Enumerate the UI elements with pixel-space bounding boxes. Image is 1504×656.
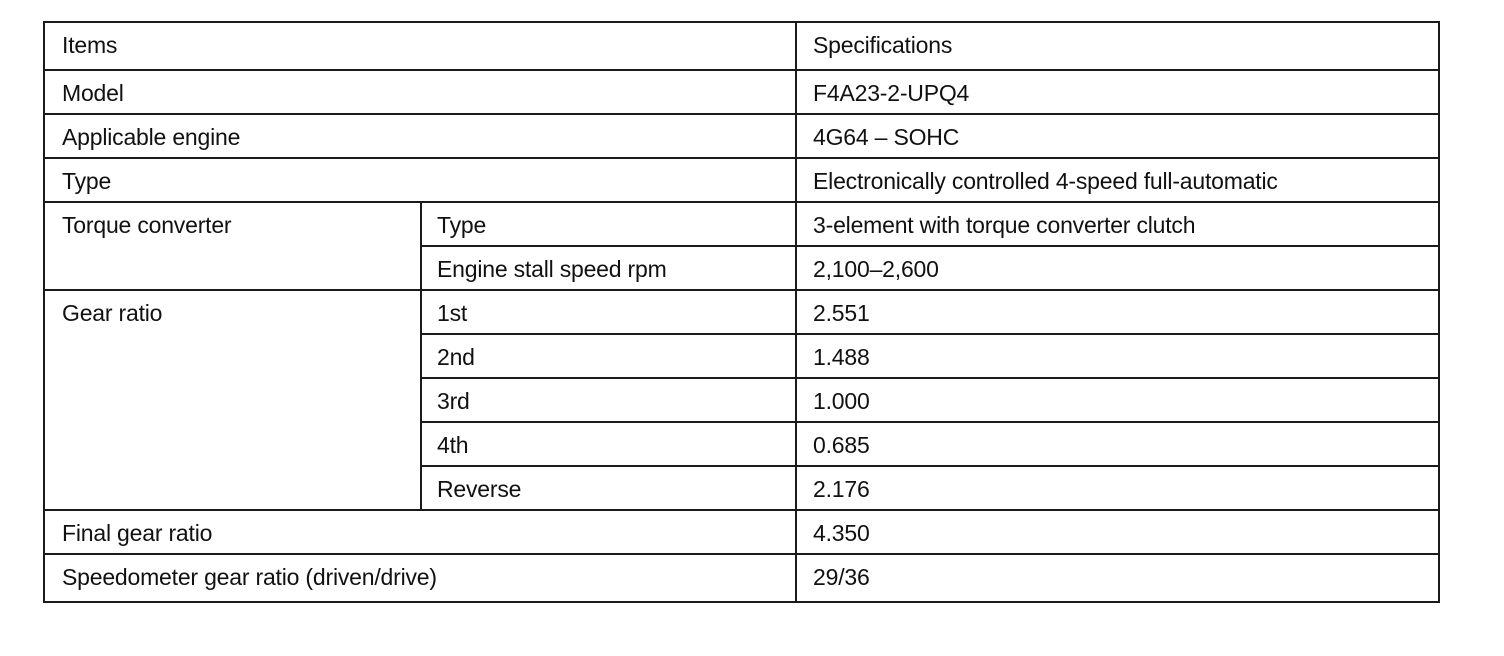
row-value-final-gear-ratio: 4.350	[796, 510, 1439, 554]
value-2nd: 1.488	[796, 334, 1439, 378]
value-stall-speed: 2,100–2,600	[796, 246, 1439, 290]
row-value-model: F4A23-2-UPQ4	[796, 70, 1439, 114]
row-label-speedometer-gear-ratio: Speedometer gear ratio (driven/drive)	[44, 554, 796, 602]
value-4th: 0.685	[796, 422, 1439, 466]
table-header-row	[44, 22, 1439, 70]
row-value-type: Electronically controlled 4-speed full-automatic	[796, 158, 1439, 202]
sub-label-tc-type: Type	[421, 202, 796, 246]
sub-label-2nd: 2nd	[421, 334, 796, 378]
sub-label-4th: 4th	[421, 422, 796, 466]
table-row	[44, 70, 1439, 114]
row-value-speedometer-gear-ratio: 29/36	[796, 554, 1439, 602]
sub-label-stall-speed: Engine stall speed rpm	[421, 246, 796, 290]
table-row	[44, 202, 1439, 246]
table-row	[44, 114, 1439, 158]
header-specifications: Specifications	[796, 22, 1439, 70]
value-1st: 2.551	[796, 290, 1439, 334]
group-label-torque-converter: Torque converter	[44, 202, 421, 290]
table-row	[44, 158, 1439, 202]
row-value-applicable-engine: 4G64 – SOHC	[796, 114, 1439, 158]
row-label-applicable-engine: Applicable engine	[44, 114, 796, 158]
sub-label-reverse: Reverse	[421, 466, 796, 510]
value-3rd: 1.000	[796, 378, 1439, 422]
row-label-model: Model	[44, 70, 796, 114]
table-row	[44, 554, 1439, 602]
row-label-type: Type	[44, 158, 796, 202]
value-tc-type: 3-element with torque converter clutch	[796, 202, 1439, 246]
group-label-gear-ratio: Gear ratio	[44, 290, 421, 510]
specifications-table	[43, 21, 1440, 603]
sub-label-3rd: 3rd	[421, 378, 796, 422]
row-label-final-gear-ratio: Final gear ratio	[44, 510, 796, 554]
table-row	[44, 510, 1439, 554]
table-row	[44, 290, 1439, 334]
header-items: Items	[44, 22, 796, 70]
sub-label-1st: 1st	[421, 290, 796, 334]
value-reverse: 2.176	[796, 466, 1439, 510]
